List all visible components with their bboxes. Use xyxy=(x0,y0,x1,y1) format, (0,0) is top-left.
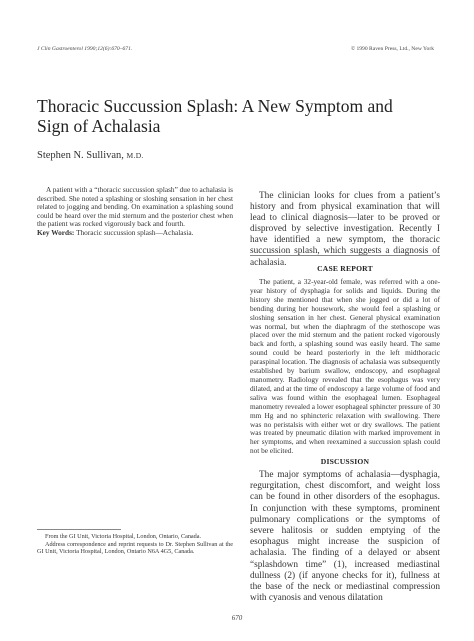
title-line-1: Thoracic Succussion Splash: A New Symptom and xyxy=(37,96,393,116)
page-number: 670 xyxy=(231,614,243,622)
section-divider xyxy=(250,255,440,256)
article-title xyxy=(37,96,397,136)
keywords-label: Key Words: xyxy=(37,227,75,237)
journal-citation: J Clin Gastroenterol 1990;12(6):670–671. xyxy=(37,46,133,52)
copyright-notice: © 1990 Raven Press, Ltd., New York xyxy=(350,46,434,52)
case-report-heading: CASE REPORT xyxy=(317,264,373,273)
correspondence-footnote: Address correspondence and reprint requests to Dr. Stephen Sullivan at the GI Unit, Victoria Hospital, London, Ontario N6A 4G5, Canada. xyxy=(37,540,233,556)
discussion-text: The major symptoms of achalasia—dysphagia, regurgitation, chest discomfort, and weight loss can be found in other disorders of the esophagus. In conjunction with these symptoms, prominent pulmonary complications or the symptoms of severe halitosis or sudden emptying of the esophagus might increase the suspicion of achalasia. The finding of a delayed or absent “splashdown time” (1), increased mediastinal dullness (2) (if anyone checks for it), fullness at the base of the neck or mediastinal compression with cyanosis and venous dilatation xyxy=(250,470,440,604)
author-line xyxy=(37,150,144,161)
author-degree: M.D. xyxy=(126,151,144,160)
case-report-text: The patient, a 32-year-old female, was referred with a one-year history of dysphagia for solids and liquids. During the history she mentioned that when she jogged or did a lot of bending during her housework, she would feel a splashing or sloshing sensation in her chest. General physical examination was normal, but when the diaphragm of the stethoscope was placed over the mid sternum and the patient rocked vigorously back and forth, a splashing sound was easily heard. The same sound could be heard posteriorly in the left midthoracic paraspinal location. The diagnosis of achalasia was subsequently established by barium swallow, endoscopy, and esophageal manometry. Radiology revealed that the esophagus was very dilated, and at the time of endoscopy a large volume of food and saliva was found within the esophageal lumen. Esophageal manometry revealed a lower esophageal sphincter pressure of 30 mm Hg and no sphincteric relaxation with swallowing. There was no peristalsis with either wet or dry swallows. The patient was treated by pneumatic dilation with marked improvement in her symptoms, and when reexamined a succussion splash could not be elicited. xyxy=(250,277,440,456)
keywords-line xyxy=(37,229,233,238)
abstract xyxy=(37,186,233,237)
introduction-paragraph xyxy=(250,191,440,269)
discussion-heading: DISCUSSION xyxy=(320,457,370,466)
author-name: Stephen N. Sullivan, xyxy=(37,150,124,161)
discussion-body xyxy=(250,470,440,604)
title-line-2: Sign of Achalasia xyxy=(37,116,161,136)
affiliation-footnote: From the GI Unit, Victoria Hospital, London, Ontario, Canada. xyxy=(45,533,202,540)
introduction-text: The clinician looks for clues from a patient’s history and from physical examination that will lead to clinical diagnosis—later to be proved or disproved by selective investigation. Recently I have identified a new symptom, the thoracic succussion splash, which suggests a diagnosis of achalasia. xyxy=(250,191,440,268)
footnote-rule xyxy=(37,529,121,530)
keywords-text: Thoracic succussion splash—Achalasia. xyxy=(76,227,194,237)
case-report-body xyxy=(250,278,440,456)
footnotes xyxy=(37,533,233,556)
abstract-text: A patient with a “thoracic succussion splash” due to achalasia is described. She noted a splashing or sloshing sensation in her chest related to jogging and bending. On examination a splashing sound could be heard over the mid sternum and the posterior chest when the patient was rocked vigorously back and fourth. xyxy=(37,185,233,228)
